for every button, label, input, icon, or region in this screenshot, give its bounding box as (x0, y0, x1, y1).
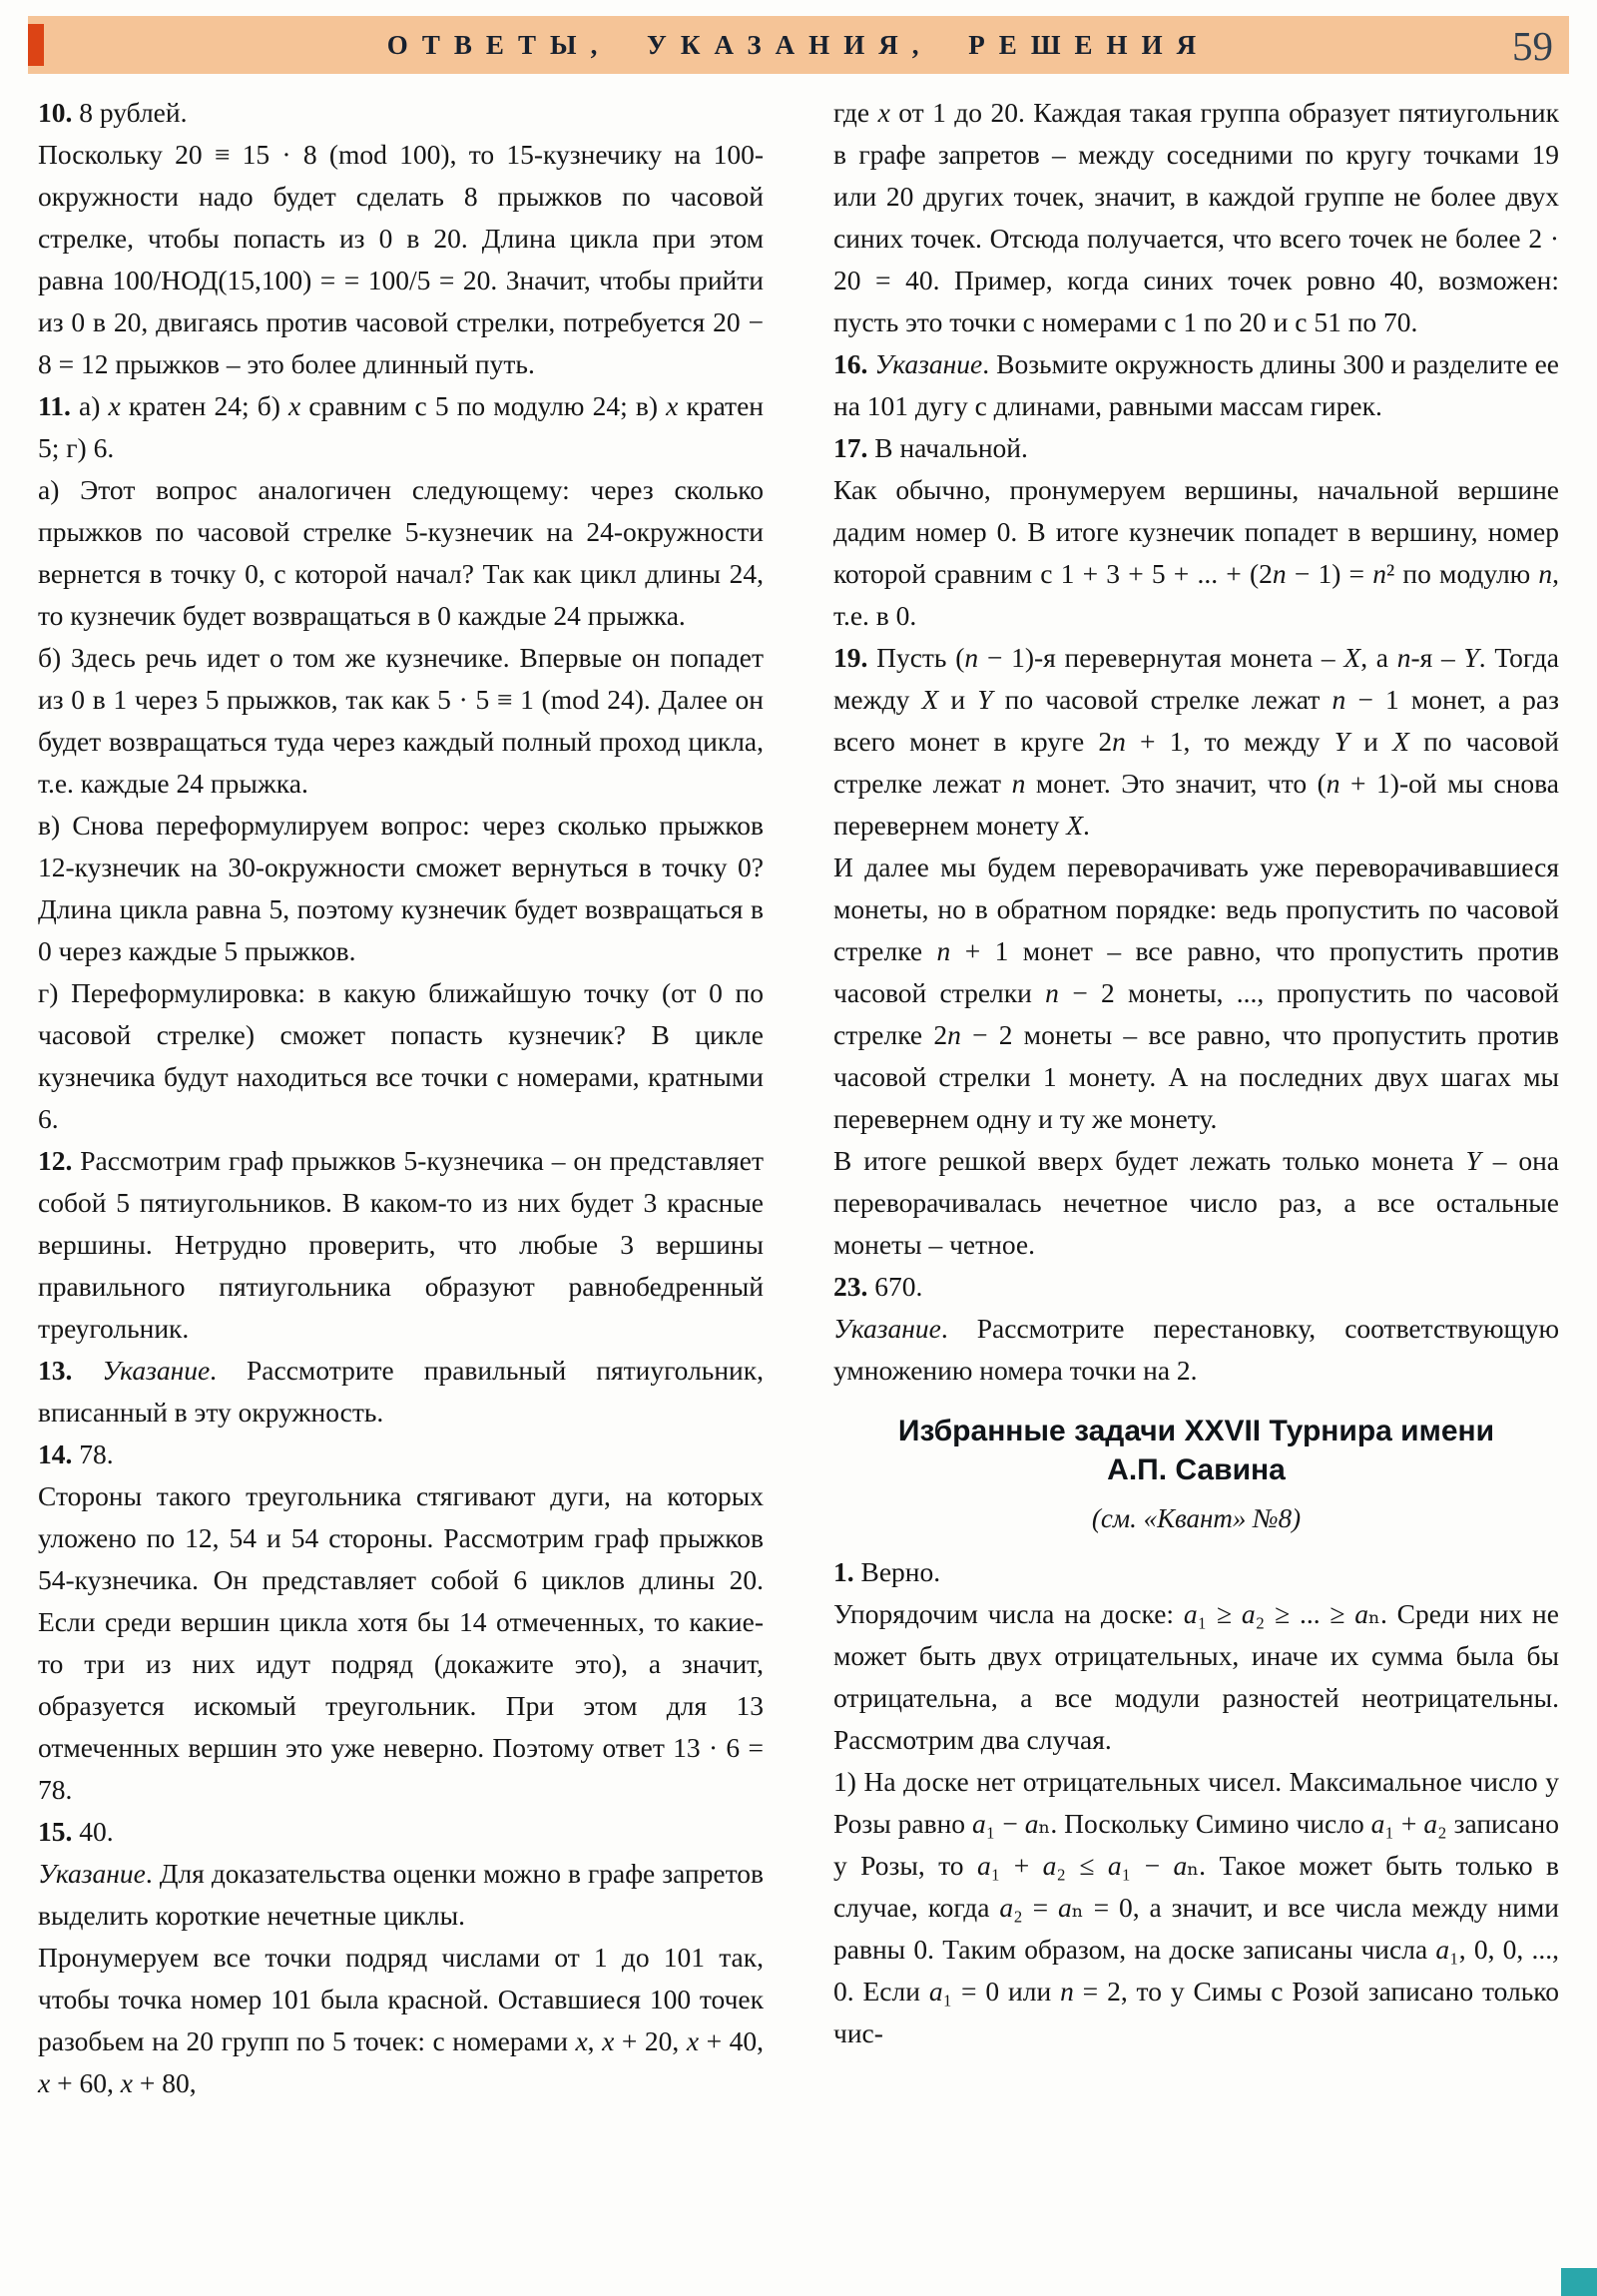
section-subheading: (см. «Квант» №8) (1091, 1503, 1302, 1533)
solution-paragraph: В итоге решкой вверх будет лежать только монета Y – она переворачивалась нечетное число раз, а все остальные монеты – четное. (833, 1145, 1559, 1260)
right-column (833, 92, 1559, 2054)
solution-paragraph: 10. 8 рублей. (38, 97, 188, 128)
corner-mark (1561, 2268, 1597, 2296)
solution-paragraph: 15. 40. (38, 1816, 114, 1847)
solution-paragraph: 1. Верно. (833, 1556, 941, 1587)
solution-paragraph: Упорядочим числа на доске: a₁ ≥ a₂ ≥ ... ≥ aₙ. Среди них не может быть двух отрицательных, иначе их сумма была бы отрицательна, а все модули разностей неотрицательны. Рассмотрим два случая. (833, 1598, 1559, 1755)
solution-paragraph: Указание. Для доказательства оценки можно в графе запретов выделить короткие нечетные циклы. (38, 1858, 764, 1931)
solution-paragraph: Стороны такого треугольника стягивают дуги, на которых уложено по 12, 54 и 54 стороны. Рассмотрим граф прыжков 54-кузнечика. Он представляет собой 6 циклов длины 20. Если среди вершин цикла хотя бы 14 отмеченных, то какие-то три из них идут подряд (докажите это), а значит, образуется искомый треугольник. При этом для 13 отмеченных вершин это уже неверно. Поэтому ответ 13 · 6 = 78. (38, 1480, 764, 1805)
solution-paragraph: Поскольку 20 ≡ 15 · 8 (mod 100), то 15-кузнечику на 100-окружности надо будет сделать 8 прыжков по часовой стрелке, чтобы попасть из 0 в 20. Длина цикла при этом равна 100/НОД(15,100) = = 100/5 = 20. Значит, чтобы прийти из 0 в 20, двигаясь против часовой стрелки, потребуется 20 − 8 = 12 прыжков – это более длинный путь. (38, 139, 764, 379)
section-heading: Избранные задачи XXVII Турнира имени А.П. Савина (897, 1415, 1495, 1486)
solution-paragraph: И далее мы будем переворачивать уже переворачивавшиеся монеты, но в обратном порядке: ведь пропустить по часовой стрелке n + 1 монет – все равно, что пропустить против часовой стрелки n − 2 монеты, ..., пропустить по часовой стрелке 2n − 2 монеты – все равно, что пропустить против часовой стрелки 1 монету. А на последних двух шагах мы перевернем одну и ту же монету. (833, 852, 1560, 1134)
solution-paragraph: 19. Пусть (n − 1)-я перевернутая монета – X, а n-я – Y. Тогда между X и Y по часовой стрелке лежат n − 1 монет, а раз всего монет в круге 2n + 1, то между Y и X по часовой стрелке лежат n монет. Это значит, что (n + 1)-ой мы снова перевернем монету X. (833, 642, 1559, 841)
header-accent-mark (28, 24, 44, 66)
solution-paragraph: где x от 1 до 20. Каждая такая группа образует пятиугольник в графе запретов – между соседними по кругу точками 19 или 20 других точек, значит, в каждой группе не более двух синих точек. Отсюда получается, что всего точек не более 2 · 20 = 40. Пример, когда синих точек ровно 40, возможен: пусть это точки с номерами с 1 по 20 и с 51 по 70. (833, 97, 1559, 337)
solution-paragraph: 16. Указание. Возьмите окружность длины 300 и разделите ее на 101 дугу с длинами, равными массам гирек. (833, 348, 1559, 421)
solution-paragraph: 14. 78. (38, 1438, 114, 1469)
solution-paragraph: 13. Указание. Рассмотрите правильный пятиугольник, вписанный в эту окружность. (38, 1355, 765, 1428)
solution-paragraph: 12. Рассмотрим граф прыжков 5-кузнечика – он представляет собой 5 пятиугольников. В каком-то из них будет 3 красные вершины. Нетрудно проверить, что любые 3 вершины правильного пятиугольника образуют равнобедренный треугольник. (38, 1145, 764, 1344)
page-number: 59 (1512, 23, 1553, 69)
solution-paragraph: г) Переформулировка: в какую ближайшую точку (от 0 по часовой стрелке) сможет попасть кузнечик? В цикле кузнечика будут находиться все точки с номерами, кратными 6. (38, 977, 764, 1134)
solution-paragraph: а) Этот вопрос аналогичен следующему: через сколько прыжков по часовой стрелке 5-кузнечик на 24-окружности вернется в точку 0, с которой начал? Так как цикл длины 24, то кузнечик будет возвращаться в 0 каждые 24 прыжка. (38, 474, 764, 631)
solution-paragraph: 11. а) x кратен 24; б) x сравним с 5 по модулю 24; в) x кратен 5; г) 6. (38, 390, 764, 463)
left-column (38, 92, 764, 2104)
solution-paragraph: Пронумеруем все точки подряд числами от 1 до 101 так, чтобы точка номер 101 была красной. Оставшиеся 100 точек разобьем на 20 групп по 5 точек: с номерами x, x + 20, x + 40, x + 60, x + 80, (38, 1942, 764, 2098)
solution-paragraph: 17. В начальной. (833, 432, 1028, 463)
solution-paragraph: 1) На доске нет отрицательных чисел. Максимальное число у Розы равно a₁ − aₙ. Поскольку Симино число a₁ + a₂ записано у Розы, то a₁ + a₂ ≤ a₁ − aₙ. Такое может быть только в случае, когда a₂ = aₙ = 0, а значит, и все числа между ними равны 0. Таким образом, на доске записаны числа a₁, 0, 0, ..., 0. Если a₁ = 0 или n = 2, то у Симы с Розой записано только чис- (833, 1766, 1559, 2048)
page-header-band (28, 16, 1569, 74)
running-head: ОТВЕТЫ, УКАЗАНИЯ, РЕШЕНИЯ (386, 29, 1211, 60)
solution-paragraph: Указание. Рассмотрите перестановку, соответствующую умножению номера точки на 2. (833, 1313, 1559, 1386)
solution-paragraph: в) Снова переформулируем вопрос: через сколько прыжков 12-кузнечик на 30-окружности сможет вернуться в точку 0? Длина цикла равна 5, поэтому кузнечик будет возвращаться в 0 через каждые 5 прыжков. (38, 810, 764, 966)
solution-paragraph: Как обычно, пронумеруем вершины, начальной вершине дадим номер 0. В итоге кузнечик попадет в вершину, номер которой сравним с 1 + 3 + 5 + ... + (2n − 1) = n² по модулю n, т.е. в 0. (833, 474, 1560, 631)
solution-paragraph: б) Здесь речь идет о том же кузнечике. Впервые он попадет из 0 в 1 через 5 прыжков, так как 5 · 5 ≡ 1 (mod 24). Далее он будет возвращаться туда через каждый полный проход цикла, т.е. каждые 24 прыжка. (38, 642, 764, 799)
solution-paragraph: 23. 670. (833, 1271, 923, 1302)
